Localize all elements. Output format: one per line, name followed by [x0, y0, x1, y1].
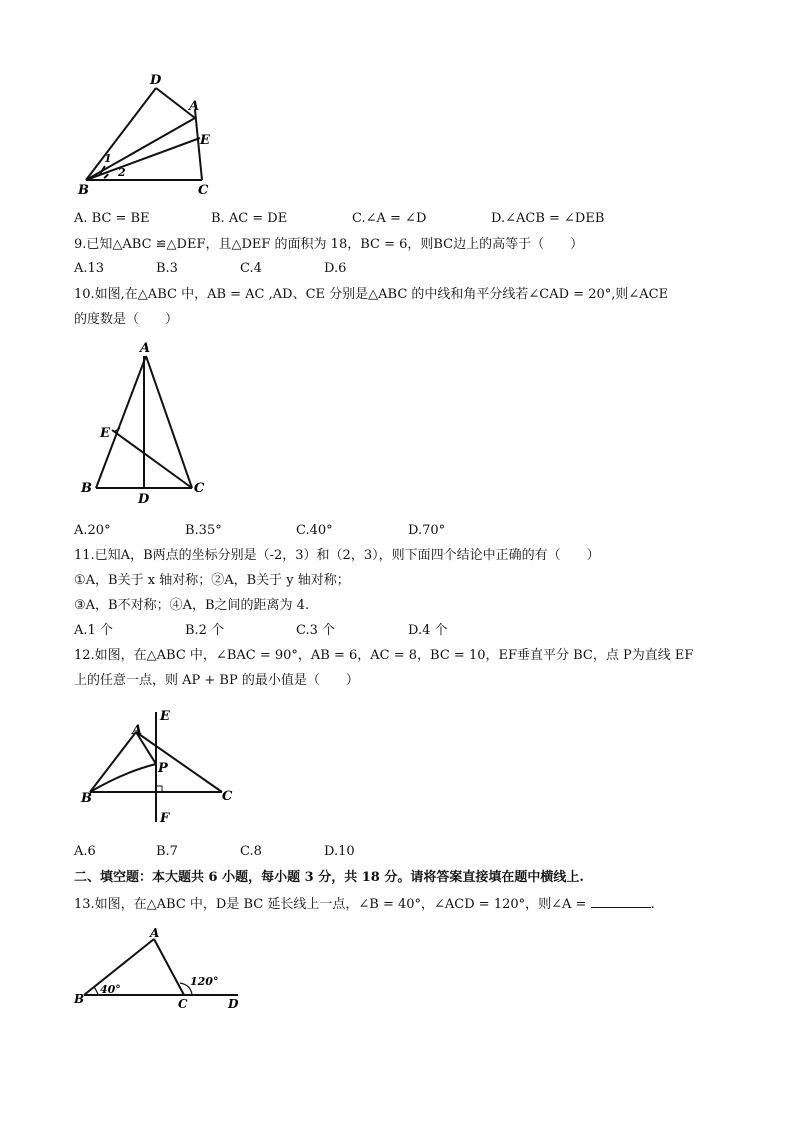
q9-option-d: D.6 — [324, 261, 347, 276]
fig12-label-E: E — [160, 709, 170, 724]
fig10-label-E: E — [100, 426, 110, 441]
q11-option-b: B.2 个 — [185, 623, 225, 638]
figure-q13 — [70, 925, 250, 1015]
fig13-label-A: A — [150, 926, 160, 940]
q11-option-d: D.4 个 — [408, 623, 448, 638]
q8-option-d: D.∠ACB = ∠DEB — [491, 211, 605, 226]
q10-option-c: C.40° — [296, 523, 333, 538]
fig13-label-C: C — [178, 997, 188, 1011]
q10-option-b: B.35° — [185, 523, 222, 538]
q9-option-c: C.4 — [240, 261, 262, 276]
figure-q12 — [74, 700, 244, 830]
fig8-label-C: C — [198, 183, 209, 198]
fig10-label-A: A — [140, 341, 151, 356]
fig12-label-F: F — [160, 811, 170, 826]
figure-q8 — [70, 70, 230, 200]
q10-option-d: D.70° — [408, 523, 446, 538]
fig12-label-P: P — [158, 761, 168, 776]
fig10-label-D: D — [138, 492, 150, 507]
fig8-label-B: B — [78, 183, 89, 198]
q8-option-b: B. AC = DE — [211, 211, 288, 226]
fig13-angle-ACD: 120° — [190, 975, 219, 988]
q9-option-a: A.13 — [74, 261, 105, 276]
q12-question-line1: 12.如图，在△ABC 中，∠BAC = 90°，AB = 6，AC = 8，BC = 10，EF垂直平分 BC，点 P为直线 EF — [74, 648, 694, 663]
q8-option-a: A. BC = BE — [74, 211, 150, 226]
fig10-label-C: C — [194, 481, 205, 496]
fig8-label-A: A — [189, 99, 200, 114]
q11-question-line3: ③A，B不对称；④A，B之间的距离为 4. — [74, 598, 310, 613]
fig13-angle-B: 40° — [100, 983, 121, 996]
q13-answer-blank — [591, 894, 651, 908]
fig8-label-E: E — [200, 133, 210, 148]
q12-question-line2: 上的任意一点，则 AP + BP 的最小值是（ ） — [74, 673, 359, 688]
fig12-label-A: A — [132, 723, 143, 738]
q10-question-line1: 10.如图,在△ABC 中，AB = AC ,AD、CE 分别是△ABC 的中线和角平分线若∠CAD = 20°,则∠ACE — [74, 287, 669, 302]
q13-question-end: . — [650, 897, 655, 912]
q11-option-c: C.3 个 — [296, 623, 336, 638]
q12-option-d: D.10 — [324, 844, 355, 859]
fig12-label-C: C — [222, 789, 233, 804]
section-heading: 二、填空题：本大题共 6 小题，每小题 3 分，共 18 分。请将答案直接填在题中横线上. — [74, 870, 584, 885]
fig8-angle-2: 2 — [118, 166, 126, 179]
fig10-label-B: B — [81, 481, 92, 496]
fig12-label-B: B — [81, 791, 92, 806]
figure-q10 — [74, 340, 214, 510]
q11-question-line1: 11.已知A，B两点的坐标分别是（-2，3）和（2，3），则下面四个结论中正确的有（ ） — [74, 548, 600, 563]
fig8-angle-1: 1 — [104, 152, 112, 165]
q10-option-a: A.20° — [74, 523, 111, 538]
q8-option-c: C.∠A = ∠D — [352, 211, 427, 226]
q10-question-line2: 的度数是（ ） — [74, 312, 179, 327]
q12-option-c: C.8 — [240, 844, 262, 859]
q13-question — [74, 894, 655, 914]
q11-option-a: A.1 个 — [74, 623, 113, 638]
fig13-label-B: B — [74, 992, 85, 1006]
fig8-label-D: D — [150, 73, 162, 88]
fig13-label-D: D — [228, 997, 239, 1011]
q12-option-b: B.7 — [156, 844, 178, 859]
q13-question-text: 13.如图，在△ABC 中，D是 BC 延长线上一点，∠B = 40°，∠ACD = 120°，则∠A = — [74, 897, 587, 912]
q11-question-line2: ①A，B关于 x 轴对称；②A，B关于 y 轴对称； — [74, 573, 350, 588]
q9-option-b: B.3 — [156, 261, 178, 276]
q12-option-a: A.6 — [74, 844, 96, 859]
q9-question: 9.已知△ABC ≌△DEF，且△DEF 的面积为 18，BC = 6，则BC边上的高等于（ ） — [74, 237, 584, 252]
